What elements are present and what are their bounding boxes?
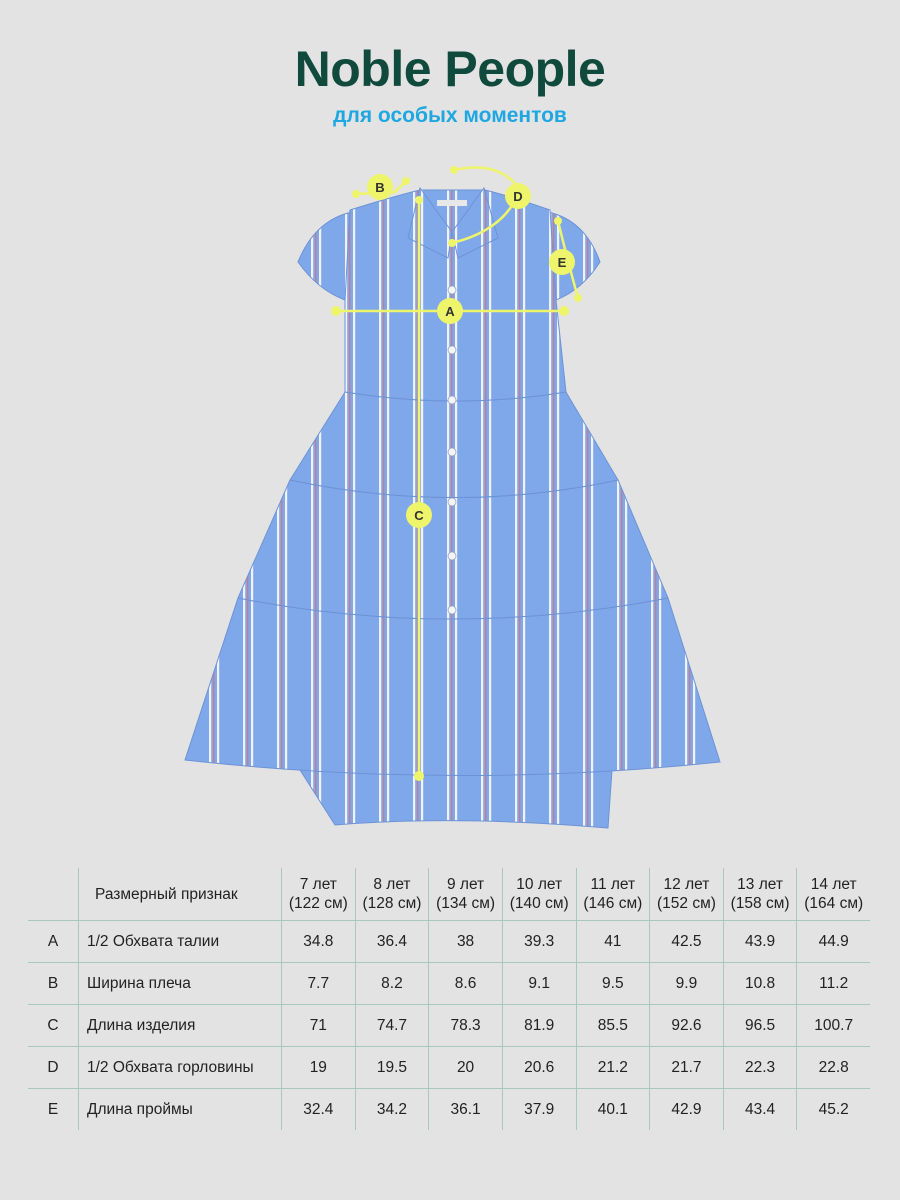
value-cell: 34.8 bbox=[282, 921, 356, 963]
value-cell: 41 bbox=[576, 921, 650, 963]
row-param-name: Длина изделия bbox=[79, 1005, 282, 1047]
value-cell: 44.9 bbox=[797, 921, 870, 963]
marker-d bbox=[505, 183, 531, 209]
value-cell: 19 bbox=[282, 1047, 356, 1089]
value-cell: 34.2 bbox=[355, 1089, 429, 1131]
size-height: (134 см) bbox=[436, 895, 496, 912]
header-size-13 bbox=[723, 868, 797, 921]
value-cell: 42.5 bbox=[650, 921, 724, 963]
value-cell: 9.9 bbox=[650, 963, 724, 1005]
brand-tagline: для особых моментов bbox=[333, 104, 567, 127]
brand-title: Noble People bbox=[294, 41, 606, 97]
header-size-9 bbox=[429, 868, 503, 921]
header-size-11 bbox=[576, 868, 650, 921]
row-param-name: 1/2 Обхвата горловины bbox=[79, 1047, 282, 1089]
size-chart-table bbox=[28, 868, 870, 1130]
value-cell: 78.3 bbox=[429, 1005, 503, 1047]
value-cell: 10.8 bbox=[723, 963, 797, 1005]
size-height: (164 см) bbox=[804, 895, 864, 912]
size-table-header-row bbox=[28, 868, 870, 921]
value-cell: 8.6 bbox=[429, 963, 503, 1005]
row-param-name: 1/2 Обхвата талии bbox=[79, 921, 282, 963]
value-cell: 9.5 bbox=[576, 963, 650, 1005]
header-size-8 bbox=[355, 868, 429, 921]
table-row bbox=[28, 921, 870, 963]
header-size-12 bbox=[650, 868, 724, 921]
header-size-7 bbox=[282, 868, 356, 921]
value-cell: 32.4 bbox=[282, 1089, 356, 1131]
value-cell: 71 bbox=[282, 1005, 356, 1047]
size-age: 13 лет bbox=[737, 876, 783, 893]
value-cell: 20.6 bbox=[502, 1047, 576, 1089]
value-cell: 36.1 bbox=[429, 1089, 503, 1131]
value-cell: 74.7 bbox=[355, 1005, 429, 1047]
value-cell: 22.8 bbox=[797, 1047, 870, 1089]
marker-c-label: C bbox=[414, 508, 424, 523]
size-height: (128 см) bbox=[362, 895, 422, 912]
header-size-14 bbox=[797, 868, 870, 921]
value-cell: 19.5 bbox=[355, 1047, 429, 1089]
value-cell: 22.3 bbox=[723, 1047, 797, 1089]
header-param: Размерный признак bbox=[79, 868, 282, 921]
header-letter-cell bbox=[28, 868, 79, 921]
value-cell: 43.9 bbox=[723, 921, 797, 963]
value-cell: 7.7 bbox=[282, 963, 356, 1005]
value-cell: 85.5 bbox=[576, 1005, 650, 1047]
row-param-name: Длина проймы bbox=[79, 1089, 282, 1131]
marker-a-label: A bbox=[445, 304, 455, 319]
value-cell: 38 bbox=[429, 921, 503, 963]
size-height: (140 см) bbox=[509, 895, 569, 912]
table-row bbox=[28, 1005, 870, 1047]
value-cell: 43.4 bbox=[723, 1089, 797, 1131]
value-cell: 40.1 bbox=[576, 1089, 650, 1131]
marker-a bbox=[437, 298, 463, 324]
row-letter: D bbox=[28, 1047, 79, 1089]
size-age: 12 лет bbox=[663, 876, 710, 893]
row-letter: B bbox=[28, 963, 79, 1005]
value-cell: 21.2 bbox=[576, 1047, 650, 1089]
dress-label-tag bbox=[437, 200, 467, 206]
size-height: (146 см) bbox=[583, 895, 643, 912]
value-cell: 9.1 bbox=[502, 963, 576, 1005]
value-cell: 20 bbox=[429, 1047, 503, 1089]
marker-e-label: E bbox=[557, 255, 567, 270]
size-height: (122 см) bbox=[288, 895, 348, 912]
value-cell: 81.9 bbox=[502, 1005, 576, 1047]
dress-sleeve-left bbox=[298, 212, 352, 300]
marker-b-label: B bbox=[375, 180, 385, 195]
size-height: (152 см) bbox=[656, 895, 716, 912]
header-size-10 bbox=[502, 868, 576, 921]
size-age: 8 лет bbox=[373, 876, 411, 893]
size-age: 10 лет bbox=[516, 876, 563, 893]
size-height: (158 см) bbox=[730, 895, 790, 912]
size-age: 11 лет bbox=[590, 876, 636, 893]
value-cell: 45.2 bbox=[818, 1100, 849, 1118]
table-row bbox=[28, 1089, 870, 1131]
marker-e bbox=[549, 249, 575, 275]
row-letter: E bbox=[28, 1089, 79, 1131]
value-cell: 100.7 bbox=[797, 1005, 870, 1047]
dress-bodice bbox=[345, 190, 566, 401]
size-age: 14 лет bbox=[810, 876, 857, 893]
value-cell: 11.2 bbox=[797, 963, 870, 1005]
size-age: 7 лет bbox=[299, 876, 337, 893]
row-param-name: Ширина плеча bbox=[79, 963, 282, 1005]
marker-c bbox=[406, 502, 432, 528]
value-cell: 36.4 bbox=[355, 921, 429, 963]
size-age: 9 лет bbox=[446, 876, 485, 893]
marker-b bbox=[367, 174, 393, 200]
value-cell: 42.9 bbox=[650, 1089, 724, 1131]
value-cell: 37.9 bbox=[502, 1089, 576, 1131]
table-row bbox=[28, 963, 870, 1005]
value-cell: 39.3 bbox=[502, 921, 576, 963]
row-letter: A bbox=[28, 921, 79, 963]
dress-skirt-tier-1 bbox=[290, 392, 618, 498]
table-row bbox=[28, 1047, 870, 1089]
value-cell: 96.5 bbox=[723, 1005, 797, 1047]
dress-skirt-tier-3 bbox=[185, 598, 720, 776]
value-cell: 21.7 bbox=[650, 1047, 724, 1089]
value-cell: 8.2 bbox=[355, 963, 429, 1005]
value-cell: 92.6 bbox=[650, 1005, 724, 1047]
marker-d-label: D bbox=[513, 189, 523, 204]
dress-back-hem bbox=[300, 770, 612, 828]
row-letter: C bbox=[28, 1005, 79, 1047]
